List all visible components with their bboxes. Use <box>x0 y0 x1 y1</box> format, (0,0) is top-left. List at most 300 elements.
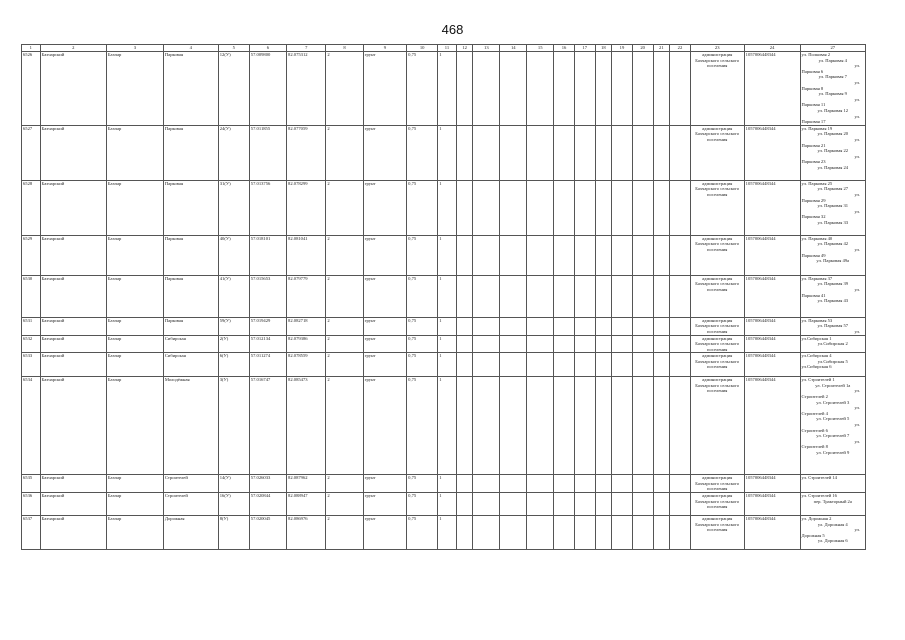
cell-c11: 1 <box>438 493 457 516</box>
cell-empty <box>653 516 670 550</box>
table-row <box>22 317 866 335</box>
cell-surface: грунт <box>363 317 406 335</box>
address-line: ул. <box>854 246 860 252</box>
cell-empty <box>500 235 527 275</box>
cell-empty <box>670 377 691 475</box>
cell-owner: администрация Бахчарского сельского поселения <box>690 335 744 353</box>
cell-lat: 57.026033 <box>249 475 286 493</box>
cell-owner: администрация Бахчарского сельского поселения <box>690 493 744 516</box>
cell-empty <box>653 235 670 275</box>
cell-c8: 2 <box>326 353 363 377</box>
table-row <box>22 335 866 353</box>
cell-empty <box>670 475 691 493</box>
cell-empty <box>670 235 691 275</box>
cell-village: Бахчар <box>106 275 163 317</box>
address-line: ул. <box>854 79 860 85</box>
cell-empty <box>612 353 633 377</box>
table-body <box>22 52 866 550</box>
address-line: ул. Строителей 1 <box>801 377 835 383</box>
cell-empty <box>527 516 554 550</box>
column-number: 18 <box>595 45 612 52</box>
column-number: 11 <box>438 45 457 52</box>
cell-village: Бахчар <box>106 52 163 126</box>
address-line: Парковая 32 <box>801 214 826 220</box>
column-number: 14 <box>500 45 527 52</box>
cell-n: 6529 <box>22 235 41 275</box>
address-line: ул. Парковая 4 <box>818 57 847 63</box>
cell-village: Бахчар <box>106 475 163 493</box>
cell-empty <box>473 125 500 180</box>
cell-n: 6533 <box>22 353 41 377</box>
column-number: 10 <box>407 45 438 52</box>
cell-empty <box>595 475 612 493</box>
cell-n: 6532 <box>22 335 41 353</box>
address-line: ул. Дорожная 6 <box>817 538 848 544</box>
cell-empty <box>473 377 500 475</box>
cell-empty <box>473 317 500 335</box>
cell-district: Бахчарский <box>40 125 106 180</box>
address-line: ул. Парковая 7 <box>818 74 847 80</box>
address-line: Парковая 11 <box>801 102 826 108</box>
cell-district: Бахчарский <box>40 180 106 235</box>
cell-empty <box>574 317 595 335</box>
address-line: ул.Сибирская 4 <box>801 353 832 359</box>
address-line: ул. Парковая 43 <box>817 298 849 304</box>
cell-area: 0,75 <box>407 125 438 180</box>
cell-c11: 1 <box>438 125 457 180</box>
cell-addresses <box>800 235 865 275</box>
cell-empty <box>554 125 575 180</box>
address-line: ул. Полковая 2 <box>801 52 831 57</box>
address-line: ул. Парковая 37 <box>801 275 833 281</box>
address-line: ул.Сибирская 2 <box>817 341 848 347</box>
cell-empty <box>456 493 473 516</box>
cell-empty <box>670 52 691 126</box>
cell-empty <box>554 317 575 335</box>
cell-empty <box>574 377 595 475</box>
cell-c11: 1 <box>438 275 457 317</box>
address-line: Парковая 49 <box>801 252 826 258</box>
cell-addresses <box>800 493 865 516</box>
cell-ogrn: 1057006448344 <box>744 377 800 475</box>
address-line: Строителей 2 <box>801 394 828 400</box>
cell-surface: грунт <box>363 377 406 475</box>
address-line: ул. Парковая 42 <box>817 241 849 247</box>
cell-house: 16(У) <box>218 493 249 516</box>
cell-lon: 82.077059 <box>287 125 326 180</box>
cell-empty <box>527 377 554 475</box>
cell-empty <box>554 377 575 475</box>
column-number: 16 <box>554 45 575 52</box>
cell-empty <box>632 516 653 550</box>
cell-empty <box>612 377 633 475</box>
cell-surface: грунт <box>363 516 406 550</box>
address-line: ул. <box>854 191 860 197</box>
cell-empty <box>612 52 633 126</box>
cell-village: Бахчар <box>106 125 163 180</box>
cell-addresses <box>800 180 865 235</box>
address-line: ул. Строителей 16 <box>801 493 837 499</box>
cell-street: Парковая <box>163 180 218 235</box>
cell-empty <box>632 125 653 180</box>
cell-district: Бахчарский <box>40 317 106 335</box>
cell-district: Бахчарский <box>40 516 106 550</box>
cell-empty <box>595 52 612 126</box>
address-line: ул. Строителей 9 <box>816 450 850 455</box>
cell-district: Бахчарский <box>40 475 106 493</box>
cell-empty <box>456 52 473 126</box>
cell-house: 12(У) <box>218 52 249 126</box>
address-line: ул. Парковая 33 <box>817 219 849 225</box>
cell-empty <box>612 475 633 493</box>
cell-addresses <box>800 475 865 493</box>
cell-district: Бахчарский <box>40 335 106 353</box>
column-number: 22 <box>670 45 691 52</box>
cell-ogrn: 1057006448344 <box>744 493 800 516</box>
cell-empty <box>574 125 595 180</box>
cell-empty <box>527 52 554 126</box>
address-line: ул. <box>854 63 860 69</box>
cell-empty <box>527 493 554 516</box>
cell-empty <box>574 493 595 516</box>
cell-empty <box>670 125 691 180</box>
address-line: ул. <box>854 208 860 214</box>
cell-empty <box>595 125 612 180</box>
cell-empty <box>653 52 670 126</box>
cell-empty <box>632 493 653 516</box>
cell-empty <box>554 335 575 353</box>
table-row <box>22 275 866 317</box>
cell-empty <box>473 235 500 275</box>
cell-lon: 82.088947 <box>287 493 326 516</box>
cell-addresses <box>800 353 865 377</box>
cell-surface: грунт <box>363 52 406 126</box>
address-line: ул. Парковая 53 <box>801 317 833 323</box>
column-number: 15 <box>527 45 554 52</box>
cell-house: 40(У) <box>218 235 249 275</box>
cell-lat: 57.019429 <box>249 317 286 335</box>
column-number: 1 <box>22 45 41 52</box>
cell-empty <box>574 275 595 317</box>
cell-empty <box>574 52 595 126</box>
cell-empty <box>527 335 554 353</box>
address-line: ул. Строителей 3 <box>816 399 850 405</box>
cell-surface: грунт <box>363 475 406 493</box>
cell-empty <box>632 317 653 335</box>
cell-empty <box>670 353 691 377</box>
cell-empty <box>527 125 554 180</box>
address-line: ул. <box>854 113 860 119</box>
cell-owner: администрация Бахчарского сельского поселения <box>690 52 744 126</box>
cell-empty <box>554 275 575 317</box>
cell-lat: 57.011274 <box>249 353 286 377</box>
cell-house: 3(У) <box>218 377 249 475</box>
address-line: ул. <box>854 527 860 533</box>
cell-area: 0,75 <box>407 475 438 493</box>
cell-empty <box>456 317 473 335</box>
cell-area: 0,75 <box>407 180 438 235</box>
address-line: ул. Парковая 24 <box>817 164 849 170</box>
address-line: ул.Сибирская 6 <box>801 364 832 370</box>
cell-house: 41(У) <box>218 275 249 317</box>
address-line: ул. Парковая 19 <box>801 125 833 131</box>
address-line: ул. <box>854 153 860 159</box>
cell-lon: 82.085473 <box>287 377 326 475</box>
column-number: 4 <box>163 45 218 52</box>
cell-empty <box>612 317 633 335</box>
cell-empty <box>554 180 575 235</box>
cell-addresses <box>800 52 865 126</box>
cell-empty <box>456 180 473 235</box>
address-line: ул. Парковая 49а <box>816 258 850 264</box>
cell-c8: 2 <box>326 180 363 235</box>
address-line: Строителей 6 <box>801 427 828 433</box>
cell-village: Бахчар <box>106 377 163 475</box>
cell-empty <box>595 493 612 516</box>
cell-ogrn: 1057006448344 <box>744 275 800 317</box>
column-number: 27 <box>800 45 865 52</box>
cell-empty <box>456 335 473 353</box>
address-line: Парковая 29 <box>801 197 826 203</box>
table-row <box>22 52 866 126</box>
cell-empty <box>527 235 554 275</box>
column-number: 23 <box>690 45 744 52</box>
address-line: Парковая 6 <box>801 68 824 74</box>
cell-street: Парковая <box>163 235 218 275</box>
cell-district: Бахчарский <box>40 52 106 126</box>
address-line: ул. Парковая 40 <box>801 235 833 241</box>
cell-empty <box>653 335 670 353</box>
cell-addresses <box>800 275 865 317</box>
address-line: ул. <box>854 286 860 292</box>
address-line: Дорожная 5 <box>801 532 825 538</box>
address-line: Строителей 4 <box>801 410 828 416</box>
address-line: ул. Строителей 14 <box>801 475 837 481</box>
cell-area: 0,75 <box>407 335 438 353</box>
cell-empty <box>653 125 670 180</box>
cell-street: Строителей <box>163 493 218 516</box>
cell-owner: администрация Бахчарского сельского поселения <box>690 317 744 335</box>
table-row <box>22 180 866 235</box>
address-line: ул. Парковая 27 <box>817 186 849 192</box>
cell-empty <box>456 125 473 180</box>
cell-lat: 57.013756 <box>249 180 286 235</box>
cell-district: Бахчарский <box>40 377 106 475</box>
cell-village: Бахчар <box>106 493 163 516</box>
column-number: 17 <box>574 45 595 52</box>
cell-empty <box>574 335 595 353</box>
cell-lat: 57.016747 <box>249 377 286 475</box>
cell-empty <box>612 235 633 275</box>
cell-owner: администрация Бахчарского сельского поселения <box>690 353 744 377</box>
cell-district: Бахчарский <box>40 235 106 275</box>
cell-addresses <box>800 125 865 180</box>
cell-street: Сибирская <box>163 335 218 353</box>
cell-empty <box>595 235 612 275</box>
cell-lon: 82.087962 <box>287 475 326 493</box>
cell-house: 31(У) <box>218 180 249 235</box>
cell-empty <box>632 353 653 377</box>
cell-empty <box>595 353 612 377</box>
cell-village: Бахчар <box>106 353 163 377</box>
cell-owner: администрация Бахчарского сельского поселения <box>690 235 744 275</box>
cell-empty <box>500 516 527 550</box>
cell-lon: 82.079779 <box>287 275 326 317</box>
address-line: ул. Дорожная 4 <box>817 521 848 527</box>
cell-n: 6527 <box>22 125 41 180</box>
address-line: ул. Строителей 7 <box>816 433 850 439</box>
cell-n: 6535 <box>22 475 41 493</box>
cell-house: 59(У) <box>218 317 249 335</box>
cell-empty <box>554 235 575 275</box>
cell-empty <box>554 475 575 493</box>
cell-c11: 1 <box>438 335 457 353</box>
cell-street: Парковая <box>163 125 218 180</box>
cell-c8: 2 <box>326 377 363 475</box>
cell-empty <box>595 377 612 475</box>
cell-empty <box>632 377 653 475</box>
cell-empty <box>612 180 633 235</box>
cell-n: 6537 <box>22 516 41 550</box>
cell-empty <box>632 52 653 126</box>
address-line: ул. <box>854 388 860 394</box>
cell-area: 0,75 <box>407 516 438 550</box>
cell-c11: 1 <box>438 516 457 550</box>
cell-empty <box>473 52 500 126</box>
cell-empty <box>653 353 670 377</box>
cell-lat: 57.018101 <box>249 235 286 275</box>
cell-house: 14(У) <box>218 475 249 493</box>
cell-street: Сибирская <box>163 353 218 377</box>
cell-c8: 2 <box>326 516 363 550</box>
cell-c11: 1 <box>438 52 457 126</box>
column-number: 7 <box>287 45 326 52</box>
cell-empty <box>456 235 473 275</box>
cell-empty <box>527 317 554 335</box>
cell-street: Строителей <box>163 475 218 493</box>
cell-empty <box>500 275 527 317</box>
cell-surface: грунт <box>363 235 406 275</box>
cell-street: Парковая <box>163 317 218 335</box>
address-line: ул. Парковая 31 <box>817 203 849 209</box>
table-row <box>22 125 866 180</box>
address-line: ул. Парковая 22 <box>817 148 849 154</box>
cell-empty <box>527 180 554 235</box>
table-row <box>22 353 866 377</box>
cell-lon: 82.075312 <box>287 52 326 126</box>
cell-ogrn: 1057006448344 <box>744 475 800 493</box>
cell-empty <box>456 475 473 493</box>
cell-street: Молодёжная <box>163 377 218 475</box>
cell-empty <box>554 353 575 377</box>
cell-addresses <box>800 516 865 550</box>
cell-empty <box>500 377 527 475</box>
cell-c8: 2 <box>326 235 363 275</box>
cell-empty <box>456 275 473 317</box>
cell-lat: 57.020844 <box>249 493 286 516</box>
cell-house: 2(У) <box>218 335 249 353</box>
cell-lat: 57.009800 <box>249 52 286 126</box>
cell-n: 6530 <box>22 275 41 317</box>
cell-empty <box>632 275 653 317</box>
cell-surface: грунт <box>363 353 406 377</box>
cell-ogrn: 1057006448344 <box>744 335 800 353</box>
table-row <box>22 377 866 475</box>
cell-village: Бахчар <box>106 235 163 275</box>
address-line: ул. <box>854 405 860 411</box>
cell-c8: 2 <box>326 275 363 317</box>
cell-surface: грунт <box>363 180 406 235</box>
cell-c8: 2 <box>326 493 363 516</box>
address-line: ул. Парковая 20 <box>817 131 849 137</box>
cell-empty <box>653 377 670 475</box>
cell-district: Бахчарский <box>40 275 106 317</box>
column-number: 3 <box>106 45 163 52</box>
address-line: ул. Строителей 1а <box>815 382 851 388</box>
cell-house: 6(У) <box>218 353 249 377</box>
column-number: 21 <box>653 45 670 52</box>
cell-empty <box>473 275 500 317</box>
address-line: ул. <box>854 328 860 334</box>
cell-area: 0,75 <box>407 317 438 335</box>
cell-n: 6528 <box>22 180 41 235</box>
cell-empty <box>653 317 670 335</box>
cell-lon: 82.078559 <box>287 353 326 377</box>
cell-surface: грунт <box>363 275 406 317</box>
cell-empty <box>574 475 595 493</box>
address-line: Парковая 8 <box>801 85 824 91</box>
cell-empty <box>653 493 670 516</box>
cell-district: Бахчарский <box>40 493 106 516</box>
cell-empty <box>500 335 527 353</box>
address-line: ул. Парковая 12 <box>817 107 849 113</box>
cell-empty <box>612 275 633 317</box>
cell-empty <box>670 317 691 335</box>
cell-empty <box>632 475 653 493</box>
cell-empty <box>473 516 500 550</box>
cell-c8: 2 <box>326 125 363 180</box>
cell-n: 6531 <box>22 317 41 335</box>
cell-empty <box>595 275 612 317</box>
cell-ogrn: 1057006448344 <box>744 52 800 126</box>
cell-empty <box>554 52 575 126</box>
cell-street: Дорожная <box>163 516 218 550</box>
registry-table <box>21 44 866 550</box>
cell-c11: 1 <box>438 353 457 377</box>
cell-c11: 1 <box>438 475 457 493</box>
cell-surface: грунт <box>363 493 406 516</box>
column-number: 6 <box>249 45 286 52</box>
cell-empty <box>554 493 575 516</box>
cell-empty <box>473 475 500 493</box>
cell-lat: 57.015653 <box>249 275 286 317</box>
cell-ogrn: 1057006448344 <box>744 180 800 235</box>
cell-empty <box>500 475 527 493</box>
cell-owner: администрация Бахчарского сельского поселения <box>690 180 744 235</box>
cell-empty <box>595 180 612 235</box>
cell-empty <box>473 180 500 235</box>
column-number-row <box>22 45 866 52</box>
cell-empty <box>574 235 595 275</box>
cell-empty <box>500 52 527 126</box>
cell-c11: 1 <box>438 317 457 335</box>
cell-empty <box>473 493 500 516</box>
table-row <box>22 235 866 275</box>
table-row <box>22 493 866 516</box>
cell-empty <box>574 180 595 235</box>
cell-c8: 2 <box>326 317 363 335</box>
cell-empty <box>456 377 473 475</box>
